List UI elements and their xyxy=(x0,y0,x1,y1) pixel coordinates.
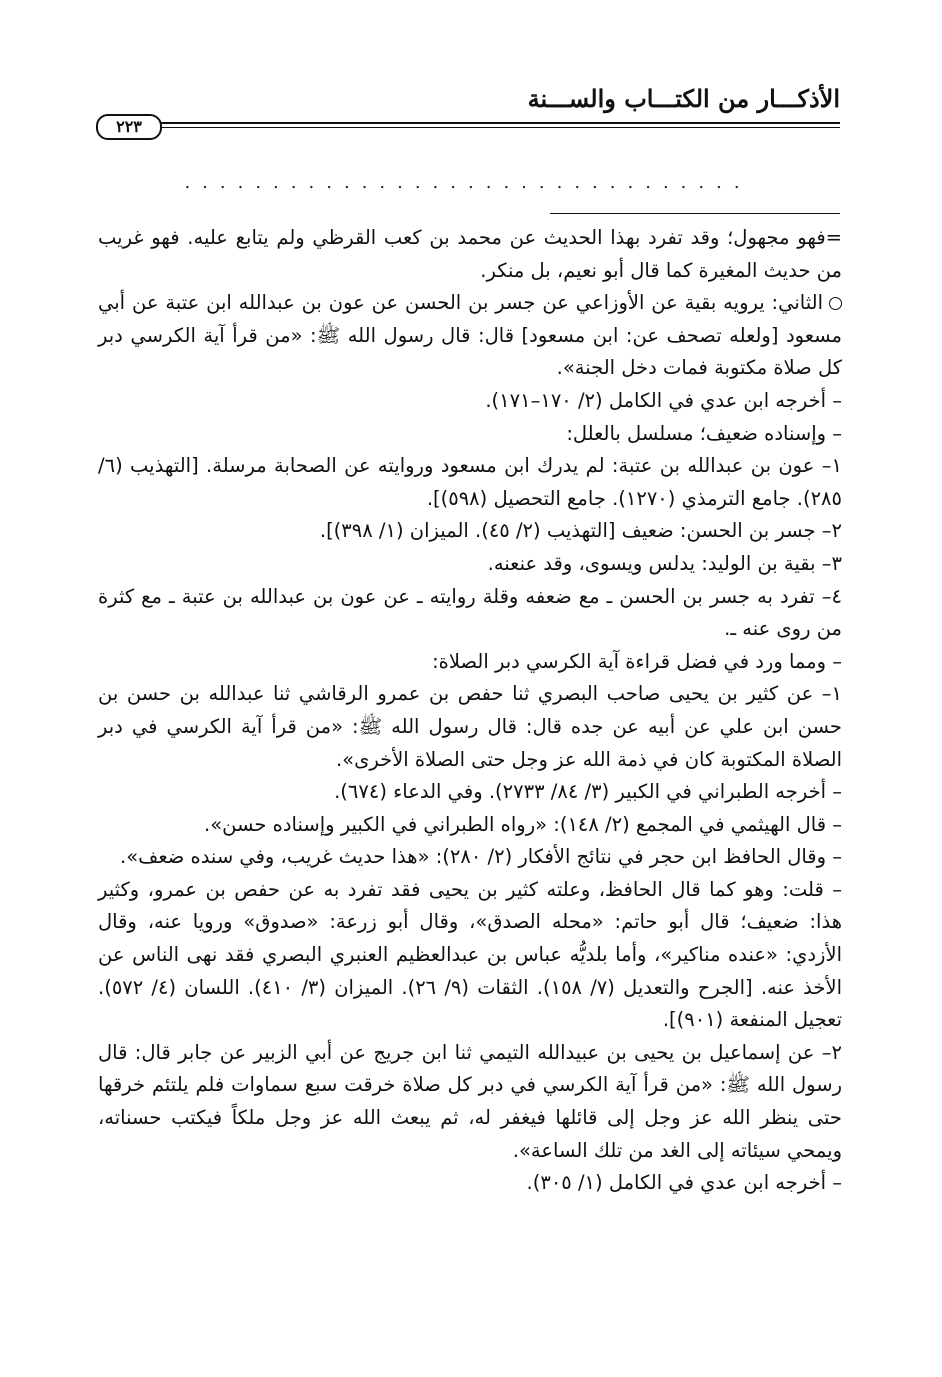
paragraph: – قلت: وهو كما قال الحافظ، وعلته كثير بن يحيى فقد تفرد به عن حفص بن عمرو، وكثير هذا: ضعيف؛ قال أبو حاتم: «محله الصدق»، وقال أبو زرعة: «صدوق» ورويا عنه، وقال الأزدي: «عنده مناكير»، وأما بلديُّه عباس بن عبدالعظيم العنبري البصري فقد نهى الناس عن الأخذ عنه. [الجرح والتعديل (٧/ ١٥٨). الثقات (٩/ ٢٦). الميزان (٣/ ٤١٠). اللسان (٤/ ٥٧٢). تعجيل المنفعة (٩٠١)]. xyxy=(98,877,842,1032)
paragraph: – قال الهيثمي في المجمع (٢/ ١٤٨): «رواه الطبراني في الكبير وإسناده حسن». xyxy=(204,812,842,836)
header-rule-thick xyxy=(154,122,840,124)
paragraph: ٣– بقية بن الوليد: يدلس ويسوى، وقد عنعنه. xyxy=(487,551,842,575)
footnote-rule xyxy=(550,213,840,214)
header-rule xyxy=(96,114,840,138)
paragraph: – وقال الحافظ ابن حجر في نتائج الأفكار (٢/ ٢٨٠): «هذا حديث غريب، وفي سنده ضعف». xyxy=(120,845,842,869)
page-number: ٢٢٣ xyxy=(96,114,162,140)
paragraph: ٢– جسر بن الحسن: ضعيف [التهذيب (٢/ ٤٥). الميزان (١/ ٣٩٨)]. xyxy=(319,519,842,543)
circle-bullet-icon xyxy=(829,297,842,310)
footnote-text xyxy=(98,222,842,1200)
paragraph: – ومما ورد في فضل قراءة آية الكرسي دبر الصلاة: xyxy=(432,649,842,673)
paragraph xyxy=(98,287,842,385)
paragraph: – وإسناده ضعيف؛ مسلسل بالعلل: xyxy=(566,421,842,445)
paragraph: ١– عن كثير بن يحيى صاحب البصري ثنا حفص بن عمرو الرقاشي ثنا عبدالله بن حسن بن حسن ابن علي عن أبيه عن جده قال: قال رسول الله ﷺ: «من قرأ آية الكرسي في دبر الصلاة المكتوبة كان في ذمة الله عز وجل حتى الصلاة الأخرى». xyxy=(98,682,842,771)
header-rule-thin xyxy=(154,127,840,128)
paragraph: – أخرجه الطبراني في الكبير (٣/ ٨٤/ ٢٧٣٣). وفي الدعاء (٦٧٤). xyxy=(334,780,842,804)
paragraph: ١– عون بن عبدالله بن عتبة: لم يدرك ابن مسعود وروايته عن الصحابة مرسلة. [التهذيب (٦/ ٢٨٥). جامع الترمذي (١٢٧٠). جامع التحصيل (٥٩٨)]. xyxy=(98,454,842,510)
dotted-separator: ................................ xyxy=(184,172,752,193)
paragraph: – أخرجه ابن عدي في الكامل (٢/ ١٧٠–١٧١). xyxy=(485,388,842,412)
paragraph: =فهو مجهول؛ وقد تفرد بهذا الحديث عن محمد بن كعب القرظي ولم يتابع عليه. فهو غريب من حديث المغيرة كما قال أبو نعيم، بل منكر. xyxy=(98,226,842,282)
paragraph-text: الثاني: يرويه بقية عن الأوزاعي عن جسر بن الحسن عن عون بن عبدالله ابن عتبة عن أبي مسعود [ولعله تصحف عن: ابن مسعود] قال: قال رسول الله ﷺ: «من قرأ آية الكرسي دبر كل صلاة مكتوبة فمات دخل الجنة». xyxy=(98,291,842,380)
running-title: الأذكـــار من الكتـــاب والســـنة xyxy=(527,84,840,113)
page-header xyxy=(96,80,840,140)
paragraph: – أخرجه ابن عدي في الكامل (١/ ٣٠٥). xyxy=(526,1171,842,1195)
paragraph: ٤– تفرد به جسر بن الحسن ـ مع ضعفه وقلة روايته ـ عن عون بن عبدالله بن عتبة ـ مع كثرة من روى عنه ـ. xyxy=(98,584,842,641)
paragraph: ٢– عن إسماعيل بن يحيى بن عبيدالله التيمي ثنا ابن جريج عن أبي الزبير عن جابر قال: قال رسول الله ﷺ: «من قرأ آية الكرسي في دبر كل صلاة خرقت سبع سماوات فلم يلتئم خرقها حتى ينظر الله عز وجل إلى قائلها فيغفر له، ثم يبعث الله عز وجل ملكاً فيكتب حسناته، ويمحي سيئاته إلى الغد من تلك الساعة». xyxy=(98,1040,842,1162)
